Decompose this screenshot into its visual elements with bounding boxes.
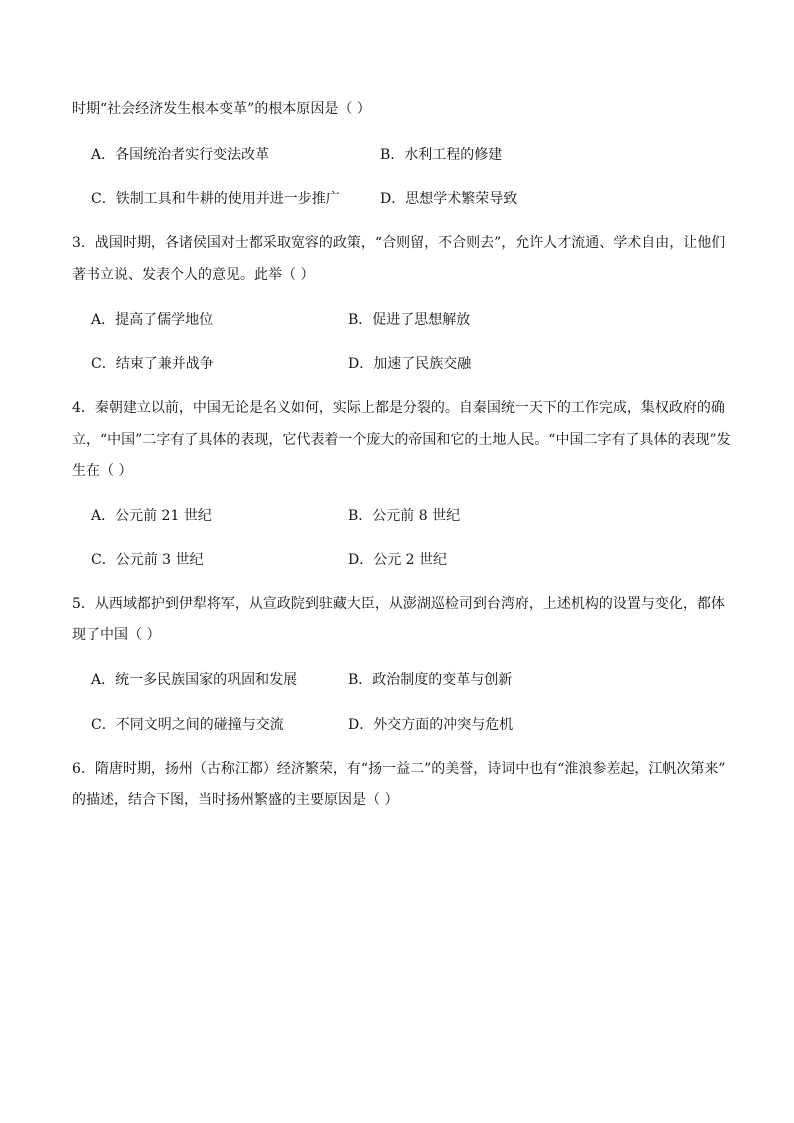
q3-stem-line-1: 3．战国时期，各诸侯国对士都采取宽容的政策，“合则留，不合则去”，允许人才流通、学术自由，让他们 (72, 235, 726, 251)
q2-stem: 时期“社会经济发生根本变革”的根本原因是（ ） (72, 101, 371, 117)
q3-stem-line-2: 著书立说、发表个人的意见。此举（ ） (72, 267, 315, 283)
q5-option-a: A．统一多民族国家的巩固和发展 (91, 672, 298, 688)
q3-option-b: B．促进了思想解放 (348, 312, 471, 328)
q5-option-b: B．政治制度的变革与创新 (348, 672, 513, 688)
q5-stem-line-2: 现了中国（ ） (72, 627, 161, 643)
q3-option-a: A．提高了儒学地位 (91, 312, 214, 328)
q5-stem-line-1: 5．从西域都护到伊犁将军，从宣政院到驻藏大臣，从澎湖巡检司到台湾府，上述机构的设置与变化，都体 (72, 596, 725, 612)
q3-option-d: D．加速了民族交融 (348, 356, 472, 372)
q2-option-b: B．水利工程的修建 (380, 147, 503, 163)
q6-stem-line-1: 6．隋唐时期，扬州（古称江都）经济繁荣，有“扬一益二”的美誉，诗词中也有“淮浪参差起，江帆次第来” (72, 761, 726, 777)
q4-option-b: B．公元前 8 世纪 (348, 508, 461, 524)
q4-option-c: C．公元前 3 世纪 (91, 552, 204, 568)
q5-option-d: D．外交方面的冲突与危机 (348, 717, 514, 733)
q2-option-d: D．思想学术繁荣导致 (380, 191, 518, 207)
q4-stem-line-2: 立，“中国”二字有了具体的表现，它代表着一个庞大的帝国和它的土地人民。“中国二字有了具体的表现”发 (72, 432, 731, 448)
q5-option-c: C．不同文明之间的碰撞与交流 (91, 717, 284, 733)
q4-option-d: D．公元 2 世纪 (348, 552, 448, 568)
q3-option-c: C．结束了兼并战争 (91, 356, 214, 372)
q2-option-c: C．铁制工具和牛耕的使用并进一步推广 (91, 191, 340, 207)
q4-stem-line-3: 生在（ ） (72, 463, 133, 479)
q2-option-a: A．各国统治者实行变法改革 (91, 147, 270, 163)
q4-stem-line-1: 4．秦朝建立以前，中国无论是名义如何，实际上都是分裂的。自秦国统一天下的工作完成，集权政府的确 (72, 400, 725, 416)
q4-option-a: A．公元前 21 世纪 (91, 508, 212, 524)
q6-stem-line-2: 的描述，结合下图，当时扬州繁盛的主要原因是（ ） (72, 792, 399, 808)
